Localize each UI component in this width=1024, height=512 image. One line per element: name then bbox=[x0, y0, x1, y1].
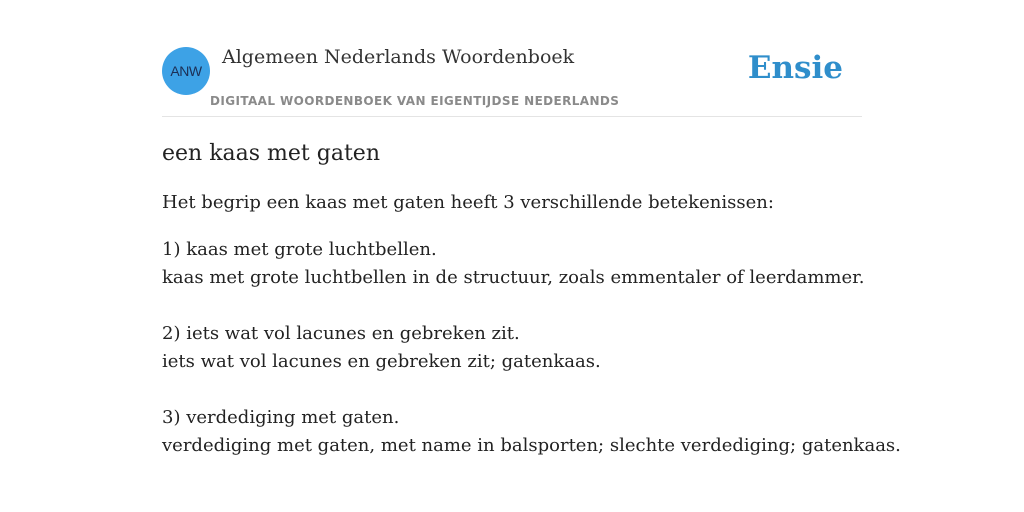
definition-item bbox=[162, 320, 882, 376]
logo-text: ANW bbox=[170, 63, 202, 79]
definition-item bbox=[162, 236, 882, 292]
definition-heading: 3) verdediging met gaten. bbox=[162, 407, 400, 428]
ensie-brand-logo[interactable]: Ensie bbox=[747, 50, 843, 86]
anw-logo[interactable] bbox=[162, 47, 210, 95]
entry-intro: Het begrip een kaas met gaten heeft 3 verschillende betekenissen: bbox=[162, 192, 774, 213]
site-title[interactable]: Algemeen Nederlands Woordenboek bbox=[222, 46, 575, 68]
definition-heading: 2) iets wat vol lacunes en gebreken zit. bbox=[162, 323, 520, 344]
entry-content bbox=[162, 138, 901, 488]
definition-item bbox=[162, 404, 901, 460]
definition-list bbox=[162, 236, 901, 460]
definition-text: iets wat vol lacunes en gebreken zit; gatenkaas. bbox=[162, 351, 601, 372]
definition-heading: 1) kaas met grote luchtbellen. bbox=[162, 239, 437, 260]
site-header bbox=[162, 44, 862, 117]
definition-text: kaas met grote luchtbellen in de structuur, zoals emmentaler of leerdammer. bbox=[162, 267, 865, 288]
site-subtitle: DIGITAAL WOORDENBOEK VAN EIGENTIJDSE NEDERLANDS bbox=[210, 94, 620, 108]
definition-text: verdediging met gaten, met name in balsporten; slechte verdediging; gatenkaas. bbox=[162, 435, 901, 456]
entry-term: een kaas met gaten bbox=[162, 141, 380, 166]
